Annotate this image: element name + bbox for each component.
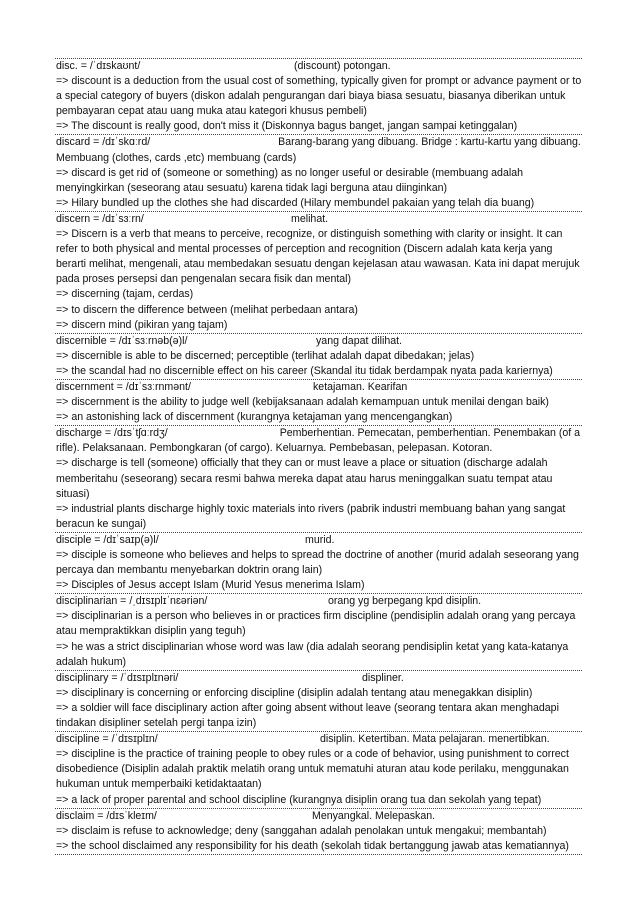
entry-heading [56, 594, 582, 609]
entry-discernment [55, 379, 582, 425]
entry-example: => industrial plants discharge highly toxic materials into rivers (pabrik industri membuang bahan yang sangat beracun ke sungai) [56, 502, 566, 530]
entry-example: => to discern the difference between (melihat perbedaan antara) [56, 303, 358, 316]
entry-heading [56, 334, 582, 349]
entry-term: discernment = /dɪˈsɜːrnmənt/ [56, 380, 191, 393]
entry-definition: => disciple is someone who believes and helps to spread the doctrine of another (murid adalah seseorang yang percaya dan membantu menyebarkan doktrin orang lain) [56, 549, 579, 577]
entry-heading [56, 212, 582, 227]
entry-gloss: orang yg berpegang kpd disiplin. [328, 595, 482, 608]
entry-definition: => discernible is able to be discerned; perceptible (terlihat adalah dapat dibedakan; jelas) [56, 349, 475, 362]
entry-gloss: Pemberhentian. Pemecatan, pemberhentian. Penembakan (of a rifle). Pelaksanaan. Pembongkaran (of cargo). Keluarnya. Pembebasan, pelepasan. Kotoran. [56, 427, 581, 455]
entry-term: discard = /dɪˈskɑːrd/ [56, 136, 151, 149]
entry-example: => he was a strict disciplinarian whose word was law (dia adalah seorang pendisiplin ketat yang kata-katanya adalah hukum) [56, 640, 569, 668]
entry-heading [56, 671, 582, 686]
entry-gloss: ketajaman. Kearifan [313, 380, 408, 393]
entry-example: => a lack of proper parental and school discipline (kurangnya disiplin orang tua dan sekolah yang tepat) [56, 793, 542, 806]
entry-definition: => discipline is the practice of training people to obey rules or a code of behavior, using punishment to correct disobedience (Disiplin adalah praktik melatih orang untuk mematuhi aturan atau kode perilaku, menggunakan hukuman untuk memperbaiki ketidaktaatan) [56, 748, 569, 791]
entry-term: discernible = /dɪˈsɜːrnəb(ə)l/ [56, 334, 188, 347]
dictionary-page [55, 58, 582, 855]
entry-gloss: melihat. [291, 212, 329, 225]
entry-heading [56, 809, 582, 824]
entry-gloss: Barang-barang yang dibuang. Bridge : kartu-kartu yang dibuang. Membuang (clothes, cards ,etc) membuang (cards) [56, 136, 581, 164]
entry-term: disc. = /ˈdɪskaʊnt/ [56, 60, 141, 72]
entry-definition: => discount is a deduction from the usual cost of something, typically given for prompt or advance payment or to a special category of buyers (diskon adalah pengurangan dari biaya biasa sesuatu, biasanya diberikan untuk pembayaran cepat atau uang muka atau kategori khusus pembeli) [56, 75, 582, 118]
entry-definition: => discard is get rid of (someone or something) as no longer useful or desirable (membuang adalah menyingkirkan (seseorang atau sesuatu) karena tidak lagi berguna atau diinginkan) [56, 166, 523, 194]
entry-gloss: displiner. [362, 671, 404, 684]
entry-heading [56, 426, 582, 456]
entry-term: disciple = /dɪˈsaɪp(ə)l/ [56, 533, 159, 546]
entry-discernible [55, 333, 582, 379]
entry-disciple [55, 532, 582, 593]
entry-discern [55, 211, 582, 333]
entry-gloss: yang dapat dilihat. [316, 334, 402, 347]
entry-disciplinary [55, 670, 582, 731]
entry-term: disciplinary = /ˈdɪsɪplɪnəri/ [56, 671, 179, 684]
entry-example: => a soldier will face disciplinary action after going absent without leave (seorang tentara akan menghadapi tindakan disipliner setelah pergi tanpa izin) [56, 701, 559, 730]
entry-term: discharge = /dɪsˈtʃɑːrdʒ/ [56, 427, 168, 440]
entry-term: discipline = /ˈdɪsɪplɪn/ [56, 733, 158, 746]
entry-example: => an astonishing lack of discernment (kurangnya ketajaman yang mencengangkan) [56, 411, 453, 424]
entry-heading [56, 135, 582, 165]
entry-discipline [55, 731, 582, 807]
entry-discharge [55, 425, 582, 532]
entry-heading [56, 732, 582, 747]
entry-example: => discern mind (pikiran yang tajam) [56, 318, 228, 331]
entry-heading [56, 533, 582, 548]
entry-definition: => discharge is tell (someone) officially that they can or must leave a place or situation (discharge adalah memberitahu (seseorang) secara resmi bahwa mereka dapat atau harus meninggalkan suatu tempat atau situasi) [56, 457, 553, 500]
entry-gloss: (discount) potongan. [294, 60, 391, 72]
entry-term: discern = /dɪˈsɜːrn/ [56, 212, 144, 225]
entry-definition: => disciplinarian is a person who believes in or practices firm discipline (pendisiplin adalah orang yang percaya atau mempraktikkan disiplin yang teguh) [56, 610, 576, 638]
entry-definition: => disciplinary is concerning or enforcing discipline (disiplin adalah tentang atau menegakkan disiplin) [56, 686, 533, 699]
entry-example: => Disciples of Jesus accept Islam (Murid Yesus menerima Islam) [56, 579, 365, 592]
entry-heading [56, 380, 582, 395]
entry-example: => the school disclaimed any responsibility for his death (sekolah tidak bertanggung jawab atas kematiannya) [56, 839, 569, 852]
entry-gloss: disiplin. Ketertiban. Mata pelajaran. menertibkan. [320, 733, 550, 746]
entry-definition: => discernment is the ability to judge well (kebijaksanaan adalah kemampuan untuk menilai dengan baik) [56, 396, 549, 409]
entry-term: disciplinarian = /ˌdɪsɪplɪˈnɛəriən/ [56, 595, 208, 608]
entry-definition: => Discern is a verb that means to perceive, recognize, or distinguish something with clarity or insight. It can refer to both physical and mental processes of perception and recognition (Discern adalah kata kerja yang berarti melihat, mengenali, atau membedakan sesuatu dengan kejelasan atau wawasan. Kata ini dapat merujuk pada proses persepsi dan pengenalan secara fisik dan mental) [56, 228, 580, 286]
entry-gloss: murid. [305, 533, 335, 546]
entry-heading [56, 59, 582, 74]
entry-disclaim [55, 808, 582, 855]
entry-example: => Hilary bundled up the clothes she had discarded (Hilary membundel pakaian yang telah dia buang) [56, 196, 535, 209]
entry-definition: => disclaim is refuse to acknowledge; deny (sanggahan adalah penolakan untuk mengakui; membantah) [56, 824, 547, 837]
entry-example: => The discount is really good, don't miss it (Diskonnya bagus banget, jangan sampai ketinggalan) [56, 120, 518, 133]
entry-example: => discerning (tajam, cerdas) [56, 288, 194, 301]
entry-term: disclaim = /dɪsˈkleɪm/ [56, 809, 157, 822]
entry-gloss: Menyangkal. Melepaskan. [312, 809, 436, 822]
entry-example: => the scandal had no discernible effect on his career (Skandal itu tidak berdampak nyata pada kariernya) [56, 364, 553, 377]
entry-disciplinarian [55, 593, 582, 669]
entry-discard [55, 134, 582, 210]
entry-discount [55, 58, 582, 134]
